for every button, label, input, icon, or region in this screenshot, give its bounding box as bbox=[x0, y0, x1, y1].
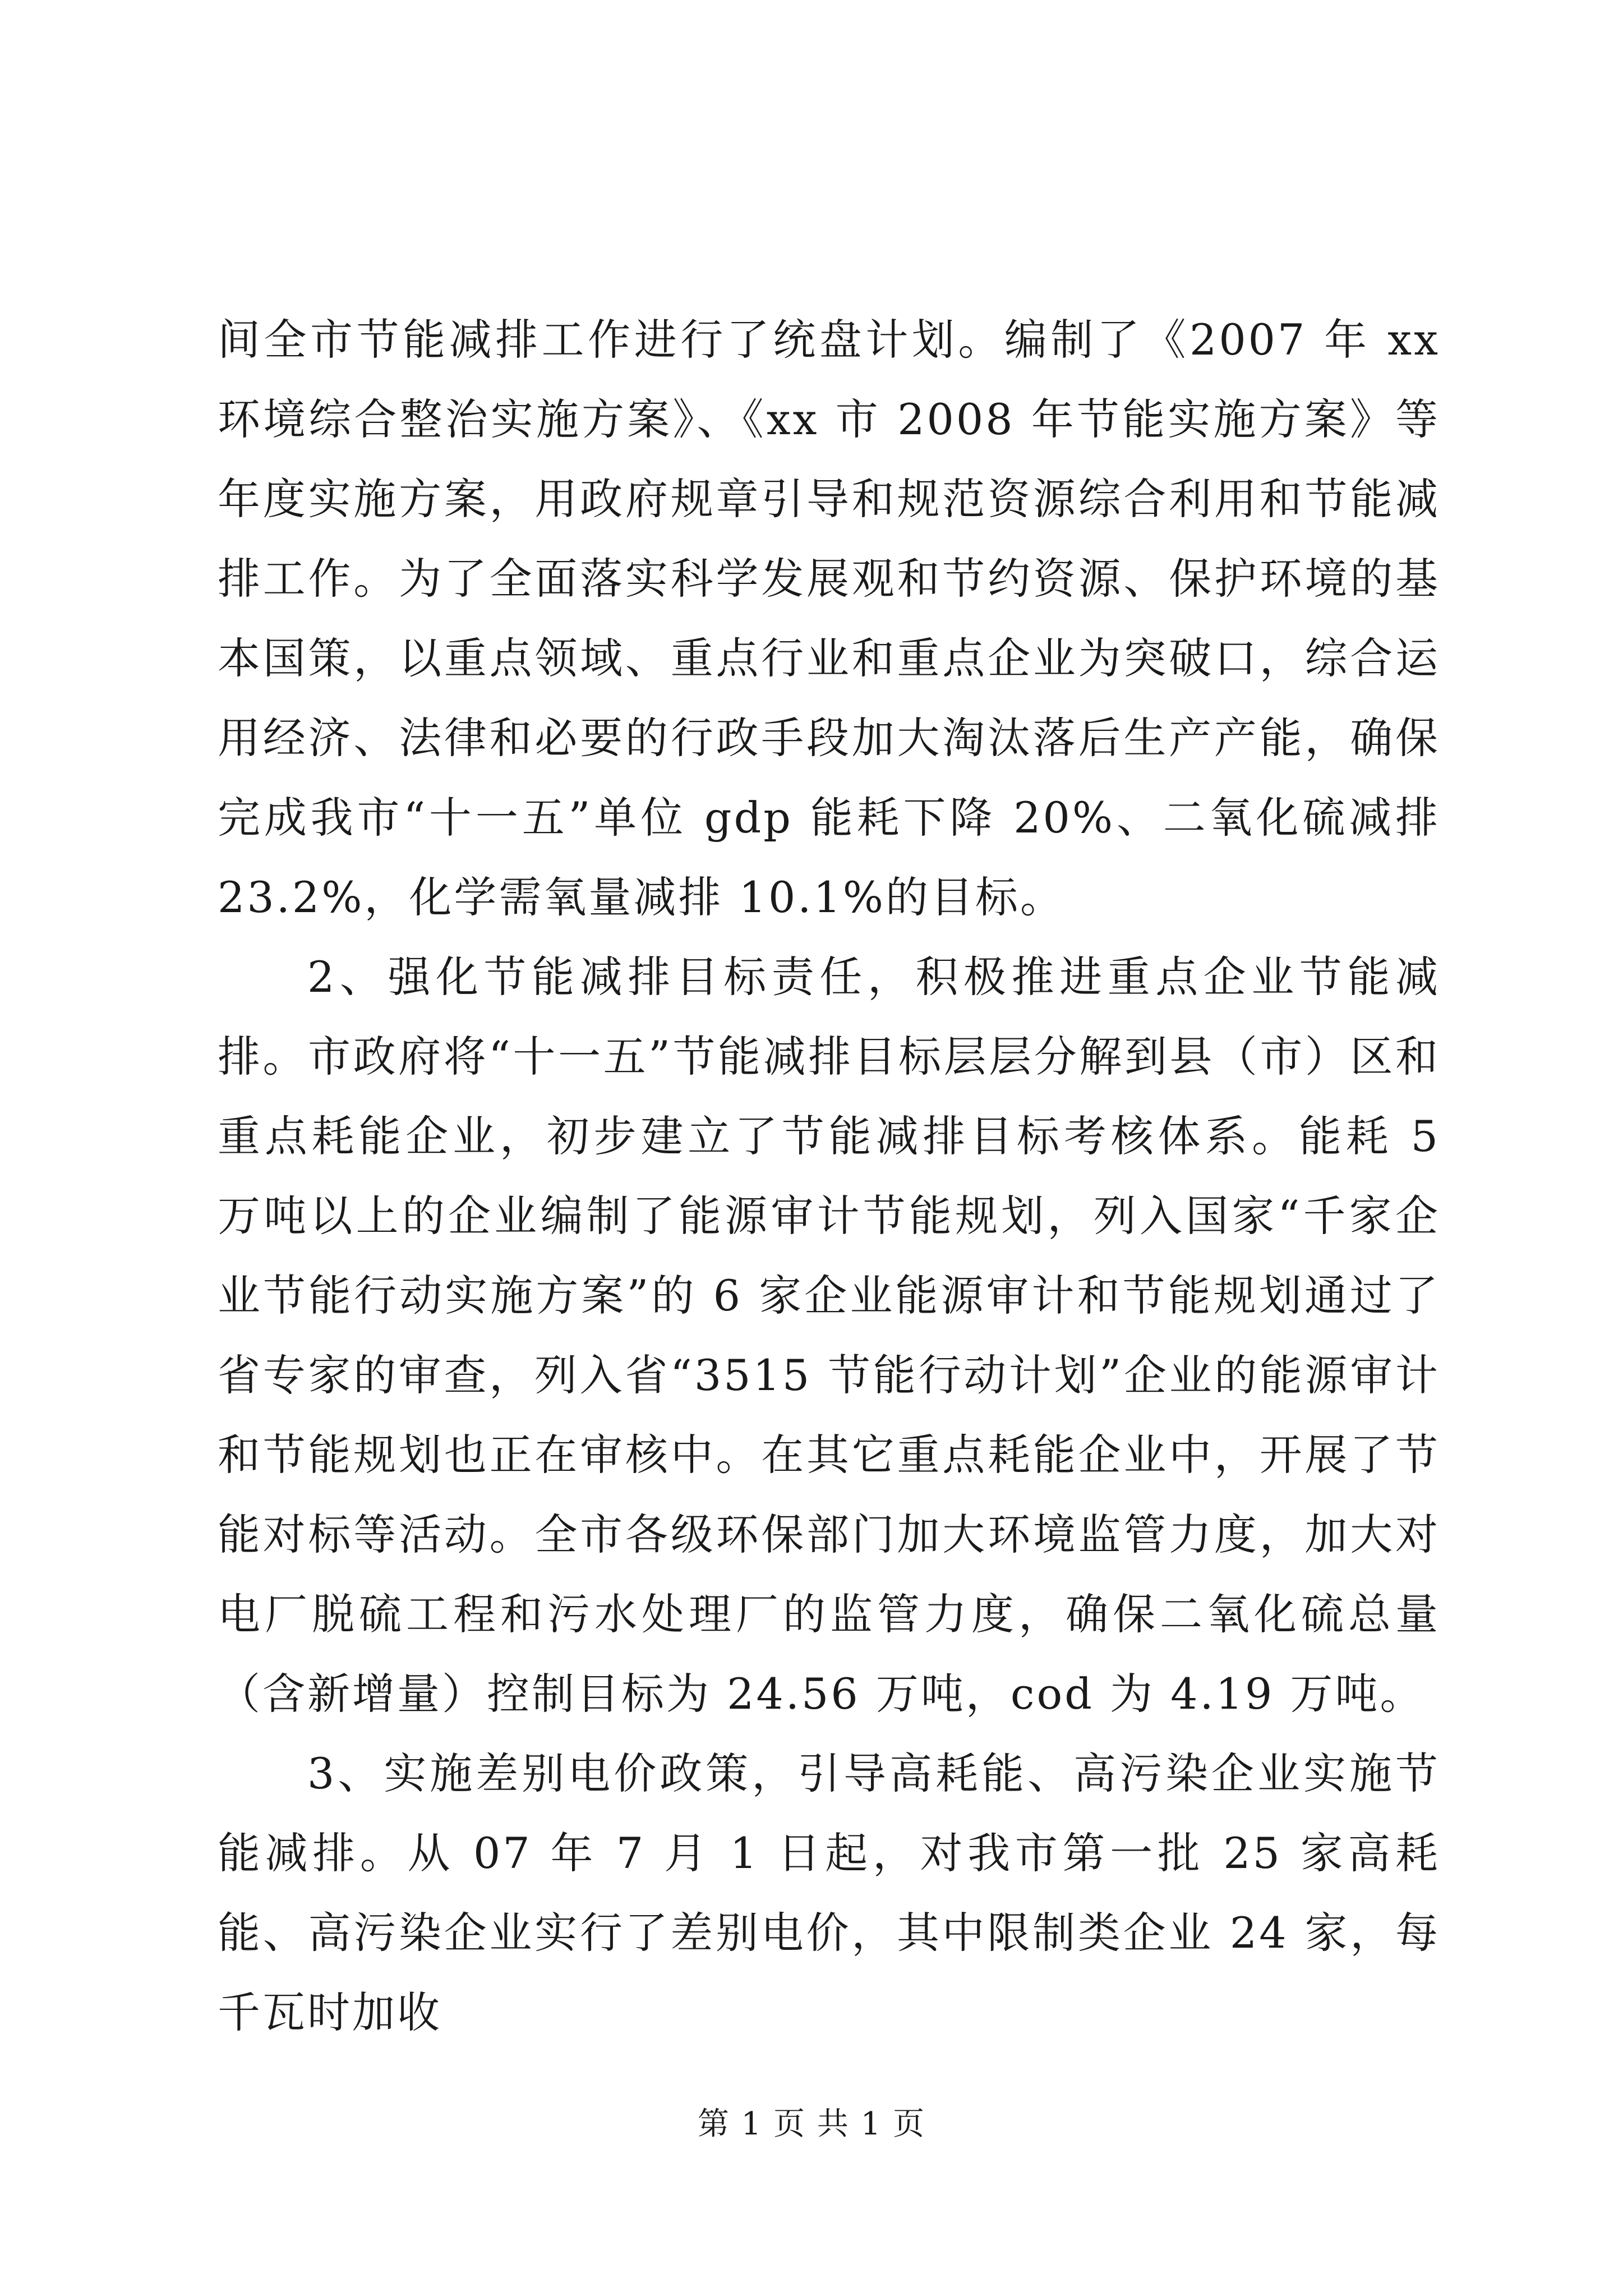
page-footer bbox=[0, 2105, 1623, 2144]
paragraph-item-3: 3、实施差别电价政策，引导高耗能、高污染企业实施节能减排。从 07 年 7 月 1 日起，对我市第一批 25 家高耗能、高污染企业实行了差别电价，其中限制类企业 24 家，每千瓦时加收 bbox=[218, 1749, 1440, 2037]
paragraph-continuation: 间全市节能减排工作进行了统盘计划。编制了《2007 年 xx 环境综合整治实施方案》、《xx 市 2008 年节能实施方案》等年度实施方案，用政府规章引导和规范资源综合利用和节能减排工作。为了全面落实科学发展观和节约资源、保护环境的基本国策，以重点领域、重点行业和重点企业为突破口，综合运用经济、法律和必要的行政手段加大淘汰落后生产产能，确保完成我市“十一五”单位 gdp 能耗下降 20%、二氧化硫减排 23.2%，化学需氧量减排 10.1%的目标。 bbox=[218, 315, 1440, 922]
page-number-label: 第 1 页 共 1 页 bbox=[697, 2106, 926, 2142]
paragraph-item-2: 2、强化节能减排目标责任，积极推进重点企业节能减排。市政府将“十一五”节能减排目标层层分解到县（市）区和重点耗能企业，初步建立了节能减排目标考核体系。能耗 5 万吨以上的企业编制了能源审计节能规划，列入国家“千家企业节能行动实施方案”的 6 家企业能源审计和节能规划通过了省专家的审查，列入省“3515 节能行动计划”企业的能源审计和节能规划也正在审核中。在其它重点耗能企业中，开展了节能对标等活动。全市各级环保部门加大环境监管力度，加大对电厂脱硫工程和污水处理厂的监管力度，确保二氧化硫总量（含新增量）控制目标为 24.56 万吨，cod 为 4.19 万吨。 bbox=[218, 952, 1440, 1719]
document-body bbox=[218, 300, 1440, 2053]
